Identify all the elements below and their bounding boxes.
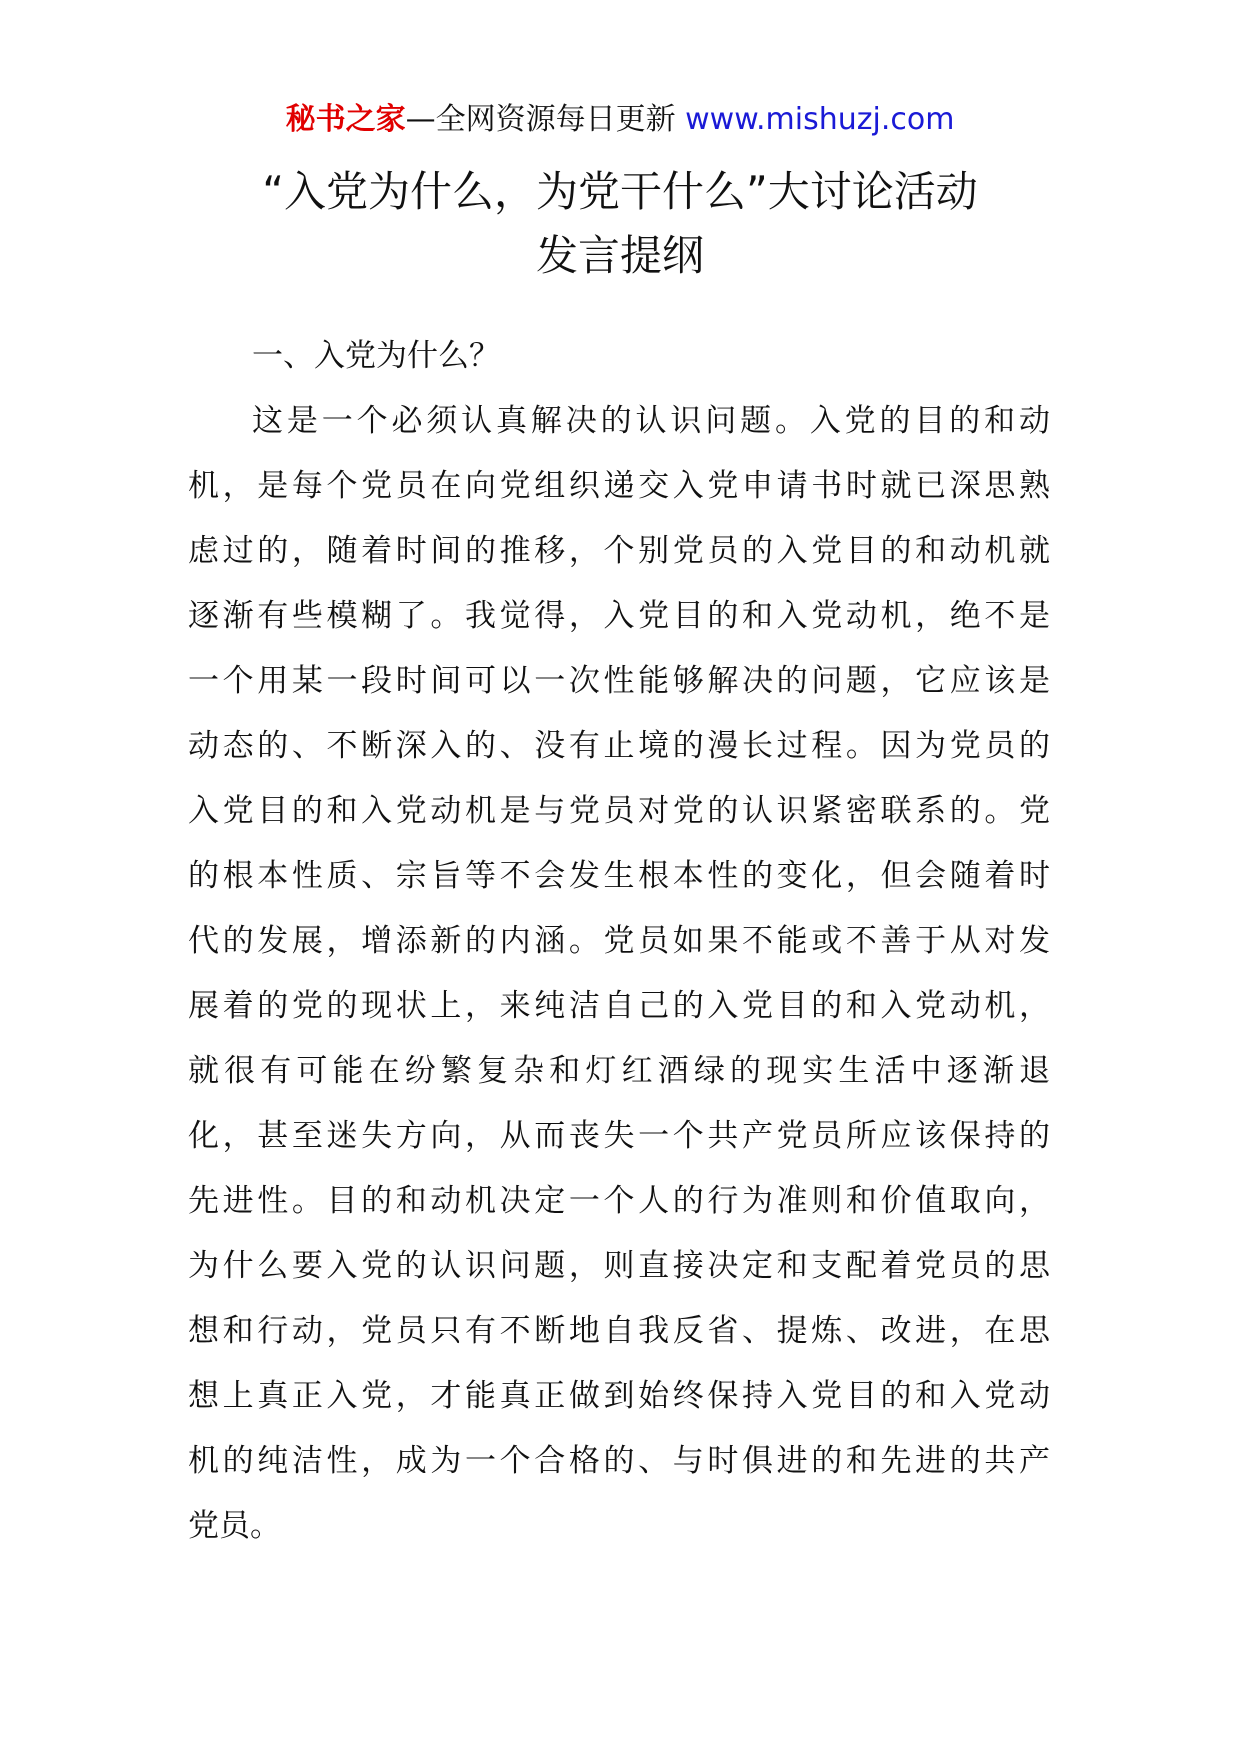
paragraph (188, 389, 1050, 1559)
paragraph-line: 这是一个必须认真解决的认识问题。入党的目的和动 (252, 403, 1050, 439)
title-line-1: “入党为什么，为党干什么”大讨论活动 (262, 167, 978, 216)
paragraph-line: 一个用某一段时间可以一次性能够解决的问题，它应该是 (188, 663, 1050, 699)
paragraph-line: 化，甚至迷失方向，从而丧失一个共产党员所应该保持的 (188, 1118, 1050, 1154)
paragraph-line: 展着的党的现状上，来纯洁自己的入党目的和入党动机， (188, 988, 1050, 1024)
paragraph-line: 机的纯洁性，成为一个合格的、与时俱进的和先进的共产 (188, 1443, 1050, 1479)
paragraph-line: 逐渐有些模糊了。我觉得，入党目的和入党动机，绝不是 (188, 598, 1050, 634)
paragraph-line: 代的发展，增添新的内涵。党员如果不能或不善于从对发 (188, 923, 1050, 959)
section-heading: 一、入党为什么？ (252, 338, 500, 374)
paragraph-line: 先进性。目的和动机决定一个人的行为准则和价值取向， (188, 1183, 1050, 1219)
site-banner (0, 98, 1240, 142)
paragraph-line: 想上真正入党，才能真正做到始终保持入党目的和入党动 (188, 1378, 1050, 1414)
document-body (188, 324, 1050, 1559)
banner-slogan: —全网资源每日更新 (405, 102, 676, 137)
paragraph-line: 动态的、不断深入的、没有止境的漫长过程。因为党员的 (188, 728, 1050, 764)
paragraph-line: 的根本性质、宗旨等不会发生根本性的变化，但会随着时 (188, 858, 1050, 894)
document-title (150, 160, 1090, 288)
paragraph-line: 虑过的，随着时间的推移，个别党员的入党目的和动机就 (188, 533, 1050, 569)
paragraph-line: 机，是每个党员在向党组织递交入党申请书时就已深思熟 (188, 468, 1050, 504)
title-line-2: 发言提纲 (535, 231, 704, 280)
paragraph-line: 为什么要入党的认识问题，则直接决定和支配着党员的思 (188, 1248, 1050, 1284)
paragraph-line: 想和行动，党员只有不断地自我反省、提炼、改进，在思 (188, 1313, 1050, 1349)
site-url-link[interactable]: www.mishuzj.com (685, 102, 955, 137)
paragraph-line: 就很有可能在纷繁复杂和灯红酒绿的现实生活中逐渐退 (188, 1053, 1050, 1089)
paragraph-line: 入党目的和入党动机是与党员对党的认识紧密联系的。党 (188, 793, 1050, 829)
brand-name: 秘书之家 (285, 102, 406, 137)
paragraph-line: 党员。 (188, 1508, 281, 1544)
